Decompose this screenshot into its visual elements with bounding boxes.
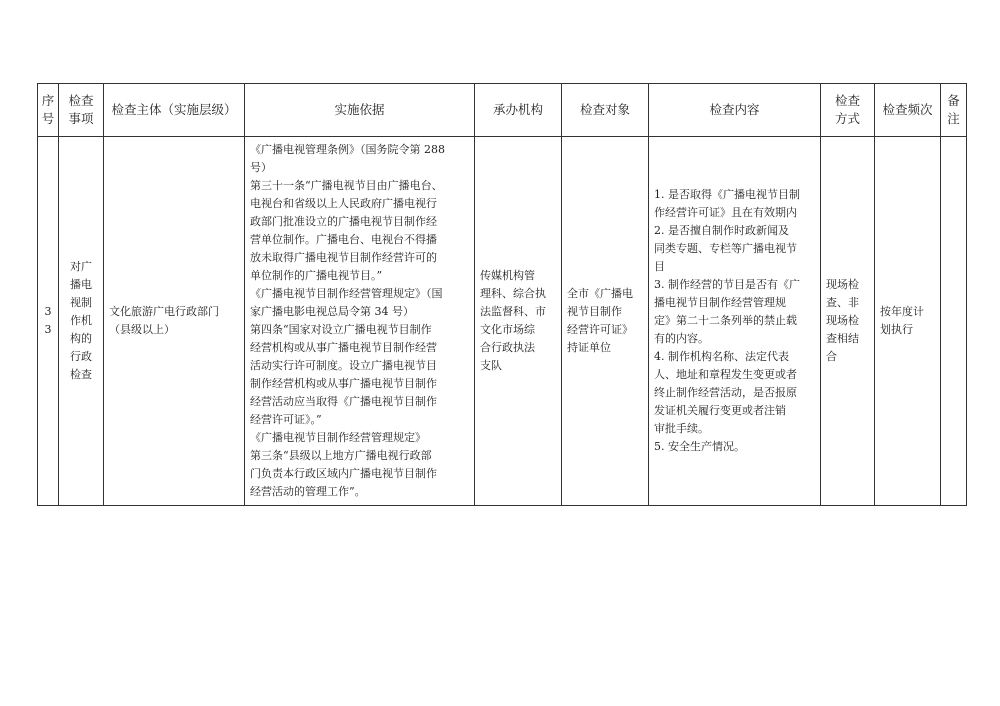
header-row: [38, 84, 967, 137]
cell-content: 1. 是否取得《广播电视节目制 作经营许可证》且在有效期内 2. 是否擅自制作时政新闻及 同类专题、专栏等广播电视节 目 3. 制作经营的节目是否有《广 播电视节目制作经营管理规 定》第二十二条列举的禁止载 有的内容。 4. 制作机构名称、法定代表 人、地址和章程发生变更或者 终止制作经营活动，是否报原 发证机关履行变更或者注销 审批手续。 5. 安全生产情况。: [649, 137, 821, 506]
header-seq: 序 号: [38, 84, 59, 137]
cell-subject: 文化旅游广电行政部门 （县级以上）: [104, 137, 245, 506]
cell-method: 现场检 查、非 现场检 查相结 合: [821, 137, 875, 506]
header-note: 备 注: [941, 84, 967, 137]
cell-org: 传媒机构管 理科、综合执 法监督科、市 文化市场综 合行政执法 支队: [475, 137, 562, 506]
header-target: 检查对象: [562, 84, 649, 137]
header-org: 承办机构: [475, 84, 562, 137]
header-subject: 检查主体（实施层级）: [104, 84, 245, 137]
header-freq: 检查频次: [875, 84, 941, 137]
inspection-table: [37, 83, 967, 506]
cell-item: 对广 播电 视制 作机 构的 行政 检查: [59, 137, 104, 506]
header-content: 检查内容: [649, 84, 821, 137]
cell-basis: 《广播电视管理条例》（国务院令第 288 号） 第三十一条“广播电视节目由广播电台、 电视台和省级以上人民政府广播电视行 政部门批准设立的广播电视节目制作经 营单位制作。广播电台、电视台不得播 放未取得广播电视节目制作经营许可的 单位制作的广播电视节目。” 《广播电视节目制作经营管理规定》（国 家广播电影电视总局令第 34 号） 第四条“国家对设立广播电视节目制作 经营机构或从事广播电视节目制作经营 活动实行许可制度。设立广播电视节目 制作经营机构或从事广播电视节目制作 经营活动应当取得《广播电视节目制作 经营许可证》。” 《广播电视节目制作经营管理规定》 第三条“县级以上地方广播电视行政部 门负责本行政区域内广播电视节目制作 经营活动的管理工作”。: [245, 137, 475, 506]
header-item: 检查 事项: [59, 84, 104, 137]
cell-freq: 按年度计 划执行: [875, 137, 941, 506]
cell-target: 全市《广播电 视节目制作 经营许可证》 持证单位: [562, 137, 649, 506]
table-row: [38, 137, 967, 506]
cell-note: [941, 137, 967, 506]
cell-seq: 3 3: [38, 137, 59, 506]
header-basis: 实施依据: [245, 84, 475, 137]
header-method: 检查 方式: [821, 84, 875, 137]
